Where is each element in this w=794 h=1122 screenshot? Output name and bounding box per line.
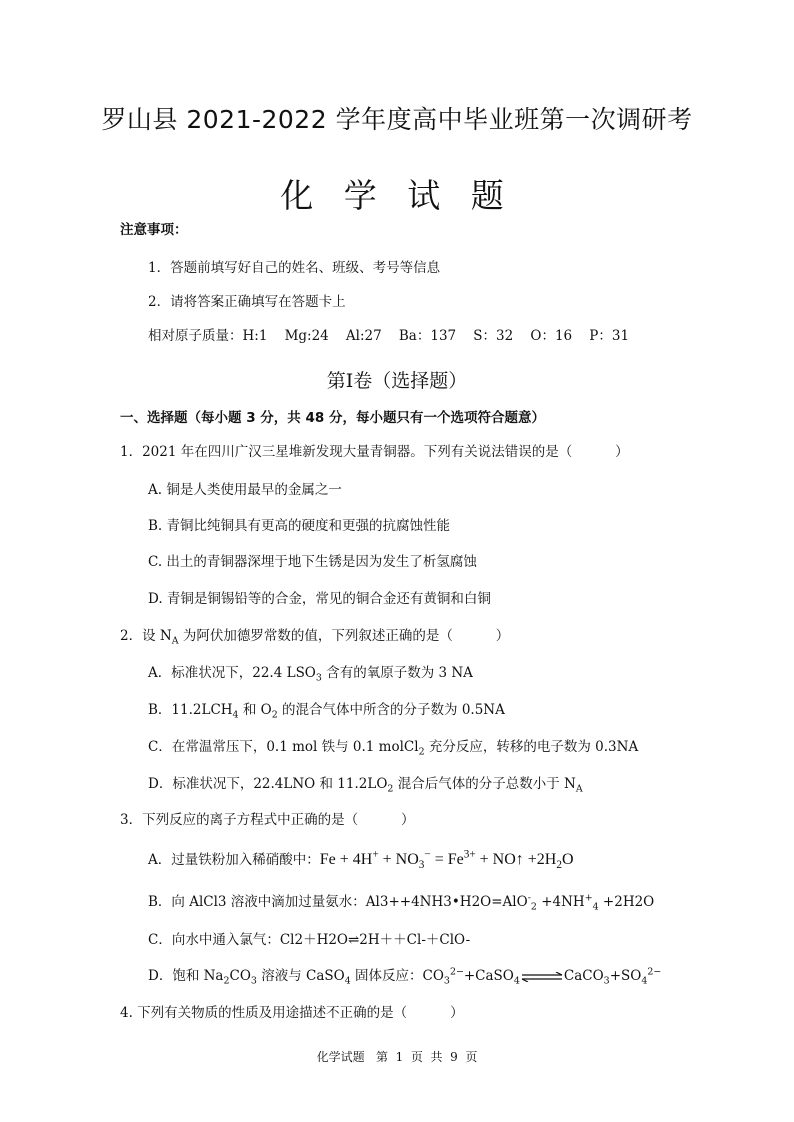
question-3-option-d: D．饱和 $Na_2CO_3$ 溶液与 CaSO$_4$ 固体反应：$CO_3^{2-}+CaSO_4$ $CaCO_3+SO_4^{2-}$ [148,966,662,987]
reversible-arrow-icon [520,972,564,982]
note-item-2: 2．请将答案正确填写在答题卡上 [148,294,346,310]
question-3-option-a: A．过量铁粉加入稀硝酸中：$Fe + 4H^+ + NO_3^- = Fe^{3+}$ + NO↑ $+2H_2O$ [148,848,574,872]
question-3-option-c: C．向水中通入氯气：Cl2＋H2O⇌2H＋＋Cl-＋ClO- [148,932,471,948]
atomic-mass-line: 相对原子质量：H:1 Mg:24 Al:27 Ba：137 S：32 O：16 P：31 [148,328,630,344]
question-1-option-d: D. 青铜是铜锡铅等的合金，常见的铜合金还有黄铜和白铜 [148,591,491,607]
question-2-stem: 2．设 $N_A$ 为阿伏加德罗常数的值，下列叙述正确的是（ ） [120,628,510,647]
subject-title: 化 学 试 题 [280,176,514,215]
part-heading: 一、选择题（每小题 3 分，共 48 分，每小题只有一个选项符合题意） [120,410,545,426]
question-1-option-b: B. 青铜比纯铜具有更高的硬度和更强的抗腐蚀性能 [148,518,451,534]
exam-title: 罗山县 2021-2022 学年度高中毕业班第一次调研考 [101,105,693,134]
equation-a: $Fe + 4H^+ + NO_3^- = Fe^{3+}$ + NO↑ $+2H_2O$ [319,848,574,872]
section-title: 第Ⅰ卷（选择题） [326,370,468,392]
note-item-1: 1．答题前填写好自己的姓名、班级、考号等信息 [148,260,441,276]
question-1-option-c: C. 出土的青铜器深埋于地下生锈是因为发生了析氢腐蚀 [148,554,477,570]
question-2-option-b: B．$11.2LCH_4$ 和 $O_2$ 的混合气体中所含的分子数为 0.5NA [148,702,505,721]
question-3-stem: 3．下列反应的离子方程式中正确的是（ ） [120,812,415,828]
question-2-option-d: D．标准状况下，22.4LNO 和 $11.2LO_2$ 混合后气体的分子总数小于 $N_A$ [148,776,583,795]
question-1-option-a: A. 铜是人类使用最早的金属之一 [148,482,342,498]
question-1-stem: 1．2021 年在四川广汉三星堆新发现大量青铜器。下列有关说法错误的是（ ） [120,444,629,460]
question-2-option-c: C．在常温常压下，0.1 mol 铁与 0.1 molCl$_2$ 充分反应，转移的电子数为 0.3NA [148,739,639,758]
question-2-option-a: A．标准状况下，22.4 $LSO_3$ 含有的氧原子数为 3 NA [148,665,473,684]
question-4-stem: 4. 下列有关物质的性质及用途描述不正确的是（ ） [120,1005,464,1021]
notes-heading: 注意事项： [120,222,188,238]
page-footer: 化学试题 第 1 页 共 9 页 [316,1050,478,1064]
question-3-option-b: B．向 AlCl3 溶液中滴加过量氨水：Al3++4NH3•H2O=AlO-$_2$ $+4NH^+_4 +2H2O$ [148,892,655,913]
